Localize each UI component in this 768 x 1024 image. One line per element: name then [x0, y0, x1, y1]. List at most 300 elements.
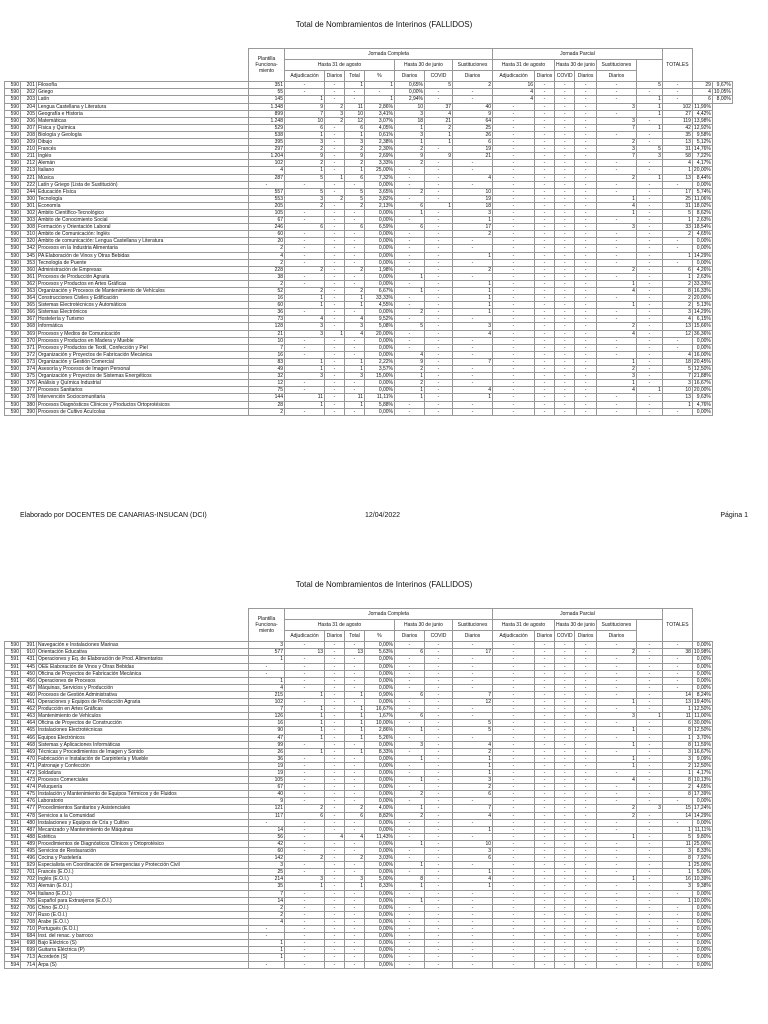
- table-cell: -: [325, 358, 345, 365]
- table-cell: -: [285, 862, 325, 869]
- table-cell: -: [493, 131, 535, 138]
- table-cell: -: [453, 954, 493, 961]
- table-cell: -: [285, 309, 325, 316]
- table-cell: 8: [395, 876, 425, 883]
- table-cell: -: [596, 316, 636, 323]
- table-row: [5, 890, 713, 897]
- table-cell: 0,00%: [692, 918, 712, 925]
- table-cell: -: [325, 259, 345, 266]
- table-row: [5, 373, 733, 380]
- table-cell: 376: [21, 380, 37, 387]
- table-cell: 4,05%: [365, 124, 395, 131]
- table-cell: 4: [662, 351, 692, 358]
- table-row: [5, 408, 733, 415]
- table-cell: -: [555, 897, 575, 904]
- table-cell: 33,33%: [693, 280, 711, 287]
- table-cell: -: [285, 777, 325, 784]
- table-cell: 13: [662, 174, 692, 181]
- table-cell: -: [395, 401, 425, 408]
- table-cell: -: [636, 819, 662, 826]
- table-cell: 591: [5, 670, 21, 677]
- table-cell: 2,69%: [365, 153, 395, 160]
- table-cell: 1: [453, 869, 493, 876]
- table-cell: -: [493, 741, 535, 748]
- table-cell: -: [493, 961, 535, 968]
- table-cell: -: [575, 288, 597, 295]
- table-cell: 0,00%: [365, 826, 395, 833]
- table-cell: -: [555, 734, 575, 741]
- specialty-name-cell: Chino (E.O.I.): [37, 904, 249, 911]
- table-cell: 67: [249, 217, 285, 224]
- table-cell: -: [575, 160, 597, 167]
- table-cell: -: [575, 96, 597, 103]
- specialty-name-cell: Sistemas y Aplicaciones Informáticas: [37, 741, 249, 748]
- table-cell: 702: [21, 876, 37, 883]
- table-cell: 12,50%: [693, 727, 711, 734]
- table-cell: -: [493, 259, 535, 266]
- table-cell: -: [395, 316, 425, 323]
- table-cell: 1: [345, 302, 365, 309]
- table-cell: 590: [5, 642, 21, 649]
- table-row: [5, 720, 713, 727]
- table-cell: -: [575, 110, 597, 117]
- table-cell: 590: [5, 373, 21, 380]
- table-cell: -: [535, 677, 555, 684]
- table-cell: -: [662, 954, 692, 961]
- table-cell: 1: [285, 713, 325, 720]
- table-cell: 487: [21, 826, 37, 833]
- table-cell: 0,00%: [395, 89, 425, 96]
- table-cell: -: [425, 926, 453, 933]
- table-cell: -: [453, 862, 493, 869]
- table-cell: 590: [5, 139, 21, 146]
- table-cell: -: [596, 110, 636, 117]
- table-cell: -: [636, 833, 662, 840]
- specialty-name-cell: Servicios a la Comunidad: [37, 812, 249, 819]
- header-diarios: Diarios: [575, 631, 597, 642]
- specialty-name-cell: Máquinas, Servicios y Producción: [37, 684, 249, 691]
- table-cell: 10: [249, 337, 285, 344]
- table-cell: 377: [21, 387, 37, 394]
- table-cell: -: [555, 139, 575, 146]
- table-cell: -: [425, 337, 453, 344]
- table-cell: 13,98%: [693, 117, 711, 124]
- table-cell: -: [575, 720, 597, 727]
- table-cell: 0,00%: [365, 918, 395, 925]
- table-cell: 28: [249, 401, 285, 408]
- table-cell: -: [596, 231, 636, 238]
- table-cell: -: [325, 933, 345, 940]
- table-cell: -: [535, 649, 555, 656]
- table-cell: 2: [662, 302, 692, 309]
- table-cell: -: [325, 245, 345, 252]
- table-cell: 0,00%: [365, 926, 395, 933]
- table-cell: 5,63%: [365, 649, 395, 656]
- header-diarios: Diarios: [325, 631, 345, 642]
- table-cell: -: [249, 181, 285, 188]
- table-cell: 1: [345, 295, 365, 302]
- table-cell: 710: [21, 926, 37, 933]
- table-cell: -: [636, 812, 662, 819]
- table-cell: 16,00%: [693, 351, 711, 358]
- table-cell: 468: [21, 741, 37, 748]
- table-cell: -: [493, 380, 535, 387]
- table-cell: -: [596, 798, 636, 805]
- table-cell: 5: [285, 174, 325, 181]
- table-cell: -: [493, 862, 535, 869]
- table-cell: 2: [596, 174, 636, 181]
- table-cell: -: [555, 174, 575, 181]
- table-cell: 12,50%: [693, 706, 711, 713]
- table-cell: -: [596, 89, 636, 96]
- table-cell: -: [555, 720, 575, 727]
- table-cell: 3: [662, 748, 692, 755]
- table-cell: 20,00%: [365, 330, 395, 337]
- table-cell: -: [555, 918, 575, 925]
- table-cell: 5: [662, 209, 692, 216]
- table-cell: 1: [453, 295, 493, 302]
- table-cell: 1: [345, 720, 365, 727]
- specialty-name-cell: Procesos de Cultivo Acuícolas: [37, 408, 249, 415]
- table-cell: 6: [395, 649, 425, 656]
- table-cell: 462: [21, 706, 37, 713]
- specialty-name-cell: Procesos Comerciales: [37, 777, 249, 784]
- table-row: [5, 323, 733, 330]
- table-cell: -: [575, 217, 597, 224]
- table-cell: -: [425, 954, 453, 961]
- table-cell: 11,11%: [692, 826, 712, 833]
- specialty-name-cell: Hostelería y Turismo: [37, 316, 249, 323]
- table-cell: 1: [636, 103, 662, 110]
- table-cell: -: [493, 734, 535, 741]
- table-cell: -: [425, 918, 453, 925]
- table-row: [5, 933, 713, 940]
- header-diarios: Diarios: [596, 71, 636, 82]
- table-cell: -: [493, 819, 535, 826]
- table-cell: -: [493, 394, 535, 401]
- table-cell: 1: [285, 96, 325, 103]
- table-row: [5, 146, 733, 153]
- table-cell: 0,00%: [365, 309, 395, 316]
- table-cell: -: [555, 373, 575, 380]
- table-cell: 1: [285, 366, 325, 373]
- table-cell: 1: [453, 394, 493, 401]
- table-cell: -: [453, 380, 493, 387]
- table-cell: -: [535, 940, 555, 947]
- table-cell: -: [453, 89, 493, 96]
- table-cell: -: [662, 245, 692, 252]
- specialty-name-cell: Música: [37, 174, 249, 181]
- table-cell: -: [535, 394, 555, 401]
- table-cell: -: [325, 876, 345, 883]
- table-cell: 2,38%: [365, 139, 395, 146]
- table-cell: -: [555, 202, 575, 209]
- table-cell: -: [345, 245, 365, 252]
- table-cell: -: [493, 798, 535, 805]
- table-row: [5, 855, 713, 862]
- table-cell: -: [395, 826, 425, 833]
- table-cell: -: [285, 670, 325, 677]
- table-cell: -: [555, 245, 575, 252]
- table-cell: -: [425, 366, 453, 373]
- table-cell: -: [636, 316, 662, 323]
- table-cell: -: [395, 918, 425, 925]
- table-cell: 0,00%: [365, 933, 395, 940]
- specialty-name-cell: Mantenimiento de Vehículos: [37, 713, 249, 720]
- specialty-name-cell: Inst. del renac. y barroco: [37, 933, 249, 940]
- table-cell: -: [596, 862, 636, 869]
- table-cell: -: [535, 323, 555, 330]
- table-cell: 6: [345, 174, 365, 181]
- table-cell: -: [636, 769, 662, 776]
- table-cell: -: [575, 876, 597, 883]
- table-cell: -: [425, 798, 453, 805]
- table-cell: -: [555, 330, 575, 337]
- table-cell: -: [535, 947, 555, 954]
- specialty-name-cell: Francés (E.O.I.): [37, 869, 249, 876]
- table-cell: -: [425, 252, 453, 259]
- table-cell: -: [555, 82, 575, 89]
- table-cell: -: [325, 302, 345, 309]
- table-cell: -: [662, 96, 692, 103]
- table-cell: -: [575, 798, 597, 805]
- table-cell: -: [636, 89, 662, 96]
- table-cell: -: [453, 684, 493, 691]
- table-cell: -: [395, 769, 425, 776]
- table-cell: -: [555, 124, 575, 131]
- table-row: [5, 918, 713, 925]
- table-cell: -: [425, 174, 453, 181]
- table-cell: -: [596, 259, 636, 266]
- table-cell: -: [596, 883, 636, 890]
- table-cell: 590: [5, 167, 21, 174]
- results-table: [4, 48, 733, 416]
- table-cell: -: [453, 933, 493, 940]
- table-cell: -: [535, 720, 555, 727]
- table-cell: 0,00%: [365, 848, 395, 855]
- table-cell: -: [636, 862, 662, 869]
- table-cell: 592: [5, 918, 21, 925]
- table-cell: -: [535, 238, 555, 245]
- table-cell: 0,90%: [365, 691, 395, 698]
- table-cell: 9: [395, 153, 425, 160]
- table-cell: 1: [596, 209, 636, 216]
- table-cell: -: [493, 238, 535, 245]
- table-cell: 1: [636, 110, 662, 117]
- table-row: [5, 259, 733, 266]
- table-cell: -: [395, 748, 425, 755]
- table-cell: 0,00%: [365, 869, 395, 876]
- table-cell: 0,00%: [692, 890, 712, 897]
- header-diarios: Diarios: [395, 631, 425, 642]
- table-cell: -: [596, 734, 636, 741]
- table-cell: -: [596, 181, 636, 188]
- table-cell: 64: [453, 117, 493, 124]
- table-cell: 5,00%: [692, 869, 712, 876]
- table-cell: -: [555, 677, 575, 684]
- table-cell: -: [249, 961, 285, 968]
- table-cell: -: [596, 677, 636, 684]
- table-cell: 1: [345, 401, 365, 408]
- table-cell: -: [555, 295, 575, 302]
- table-cell: 8: [662, 741, 692, 748]
- table-cell: 17,24%: [693, 805, 711, 812]
- table-cell: -: [395, 961, 425, 968]
- table-cell: 366: [21, 309, 37, 316]
- table-cell: -: [425, 940, 453, 947]
- table-cell: -: [555, 791, 575, 798]
- header-jornada-parcial: Jornada Parcial: [493, 49, 663, 60]
- table-cell: 590: [5, 280, 21, 287]
- table-cell: -: [453, 316, 493, 323]
- table-cell: 1: [425, 131, 453, 138]
- table-row: [5, 848, 713, 855]
- header-diarios: Diarios: [535, 71, 555, 82]
- table-cell: 25: [453, 124, 493, 131]
- table-cell: 2: [395, 812, 425, 819]
- table-cell: 4,76%: [692, 401, 712, 408]
- table-cell: -: [636, 252, 662, 259]
- table-cell: -: [555, 103, 575, 110]
- table-cell: 360: [21, 266, 37, 273]
- table-cell: -: [535, 117, 555, 124]
- table-cell: 0,00%: [692, 670, 712, 677]
- table-cell: 0,00%: [365, 670, 395, 677]
- table-cell: -: [662, 344, 692, 351]
- table-cell: -: [345, 784, 365, 791]
- table-cell: 33,33%: [365, 295, 395, 302]
- table-cell: 4: [692, 89, 712, 96]
- table-cell: -: [493, 103, 535, 110]
- table-cell: -: [575, 238, 597, 245]
- table-cell: -: [596, 869, 636, 876]
- table-cell: 20,00%: [693, 167, 711, 174]
- table-cell: -: [596, 748, 636, 755]
- table-cell: -: [249, 926, 285, 933]
- table-cell: -: [285, 684, 325, 691]
- specialty-name-cell: Procesos Sanitarios: [37, 387, 249, 394]
- table-cell: 0,61%: [365, 131, 395, 138]
- table-cell: -: [575, 124, 597, 131]
- table-cell: -: [425, 195, 453, 202]
- table-cell: -: [425, 259, 453, 266]
- table-cell: -: [493, 649, 535, 656]
- table-cell: -: [425, 642, 453, 649]
- specialty-name-cell: OEE Elaboración de Vinos y Otras Bebidas: [37, 663, 249, 670]
- table-cell: 684: [21, 933, 37, 940]
- table-cell: 210: [21, 146, 37, 153]
- table-cell: -: [555, 408, 575, 415]
- table-cell: 1: [662, 706, 692, 713]
- table-cell: -: [555, 862, 575, 869]
- table-cell: -: [453, 366, 493, 373]
- table-cell: 0,00%: [365, 954, 395, 961]
- table-cell: 6: [285, 224, 325, 231]
- table-cell: -: [535, 869, 555, 876]
- table-cell: -: [285, 755, 325, 762]
- table-cell: 0,00%: [365, 904, 395, 911]
- table-cell: 119: [662, 117, 692, 124]
- table-cell: 590: [5, 131, 21, 138]
- table-cell: 10,00%: [365, 720, 395, 727]
- table-cell: -: [575, 323, 597, 330]
- table-cell: -: [575, 302, 597, 309]
- table-cell: 557: [249, 188, 285, 195]
- table-cell: 2: [596, 323, 636, 330]
- table-cell: 3: [636, 805, 662, 812]
- table-cell: -: [325, 677, 345, 684]
- table-cell: 1: [453, 769, 493, 776]
- table-cell: -: [575, 918, 597, 925]
- table-cell: -: [325, 748, 345, 755]
- table-cell: -: [575, 762, 597, 769]
- table-cell: 0,00%: [365, 890, 395, 897]
- table-cell: -: [395, 231, 425, 238]
- table-cell: -: [285, 252, 325, 259]
- table-cell: 591: [5, 812, 21, 819]
- table-cell: -: [345, 897, 365, 904]
- table-cell: 3: [249, 642, 285, 649]
- header-jornada-completa: Jornada Completa: [285, 609, 493, 620]
- table-cell: 16: [493, 82, 535, 89]
- table-row: [5, 174, 733, 181]
- table-cell: -: [325, 954, 345, 961]
- table-cell: -: [395, 720, 425, 727]
- table-cell: 2: [596, 139, 636, 146]
- table-cell: -: [575, 706, 597, 713]
- table-cell: 2: [285, 805, 325, 812]
- table-cell: 4: [493, 89, 535, 96]
- table-cell: -: [493, 869, 535, 876]
- table-cell: 594: [5, 940, 21, 947]
- table-cell: 14,76%: [693, 146, 711, 153]
- table-cell: 1: [285, 727, 325, 734]
- table-cell: 14,29%: [693, 812, 711, 819]
- table-cell: -: [575, 904, 597, 911]
- table-cell: 1: [345, 713, 365, 720]
- specialty-name-cell: Guitarra Eléctrica (P): [37, 947, 249, 954]
- table-cell: 14,29%: [693, 252, 711, 259]
- table-cell: 591: [5, 805, 21, 812]
- table-cell: -: [325, 408, 345, 415]
- table-cell: -: [325, 380, 345, 387]
- table-cell: -: [535, 302, 555, 309]
- table-cell: 529: [249, 124, 285, 131]
- specialty-name-cell: Tecnología: [37, 195, 249, 202]
- table-row: [5, 769, 713, 776]
- table-cell: 7: [596, 153, 636, 160]
- table-cell: 6: [453, 855, 493, 862]
- specialty-name-cell: Inglés: [37, 153, 249, 160]
- specialty-name-cell: Alemán (E.O.I.): [37, 883, 249, 890]
- table-cell: -: [285, 762, 325, 769]
- table-cell: -: [636, 642, 662, 649]
- table-cell: 592: [5, 904, 21, 911]
- specialty-name-cell: Filosofía: [37, 82, 249, 89]
- table-cell: -: [325, 280, 345, 287]
- report-title: Total de Nombramientos de Interinos (FALLIDOS): [295, 20, 473, 29]
- table-cell: 212: [21, 160, 37, 167]
- header-sustituciones-jp: Sustituciones: [596, 60, 636, 71]
- header-hasta31-jc: Hasta 31 de agosto: [285, 620, 395, 631]
- header-sustituciones-jc: Sustituciones: [453, 60, 493, 71]
- table-cell: 1: [345, 691, 365, 698]
- table-cell: 1: [285, 131, 325, 138]
- table-cell: -: [395, 926, 425, 933]
- table-cell: 707: [21, 911, 37, 918]
- table-cell: -: [575, 224, 597, 231]
- table-cell: 9,09%: [692, 755, 712, 762]
